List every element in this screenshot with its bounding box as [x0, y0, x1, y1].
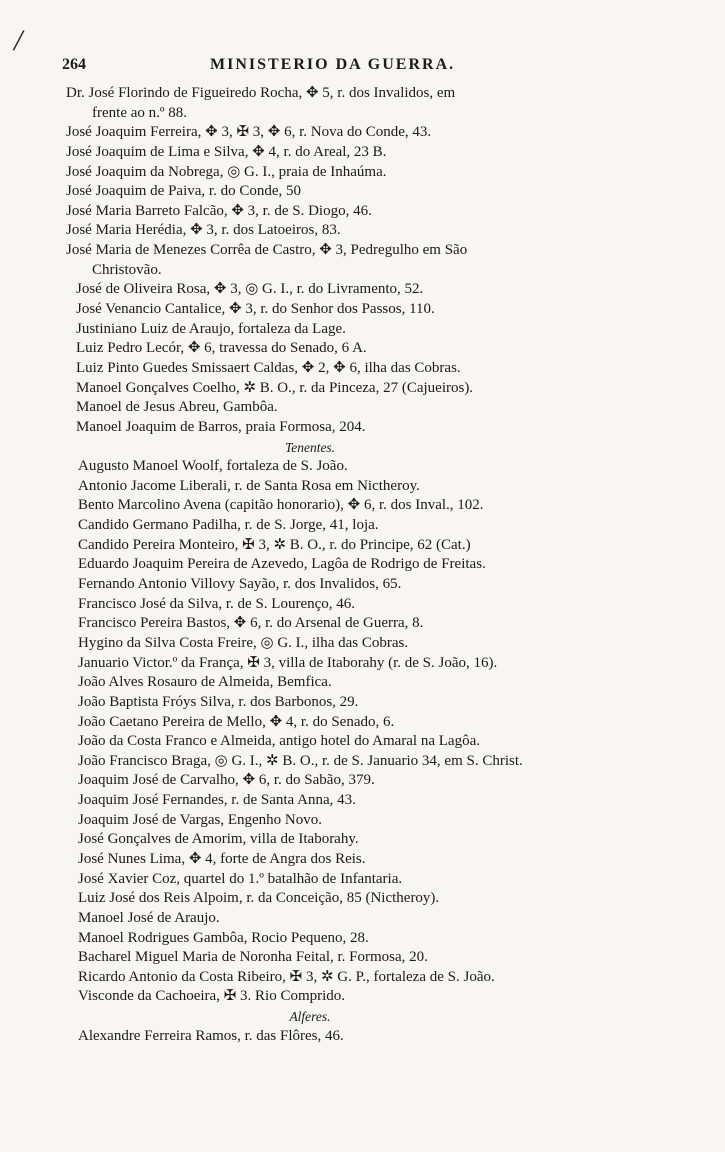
page-number: 264	[62, 56, 86, 73]
entry-line: Januario Victor.º da França, ✠ 3, villa de Itaborahy (r. de S. João, 16).	[78, 654, 498, 671]
entry-line: José Joaquim Ferreira, ✥ 3, ✠ 3, ✥ 6, r. Nova do Conde, 43.	[66, 124, 432, 141]
entry-line: Joaquim José de Vargas, Engenho Novo.	[78, 811, 322, 828]
entry-line: Candido Pereira Monteiro, ✠ 3, ✲ B. O., r. do Principe, 62 (Cat.)	[78, 536, 471, 553]
entry-line: João Alves Rosauro de Almeida, Bemfica.	[78, 674, 332, 691]
entry-line: Manoel José de Araujo.	[78, 909, 220, 926]
entry-line: José Venancio Cantalice, ✥ 3, r. do Senhor dos Passos, 110.	[76, 301, 435, 318]
entry-line: Candido Germano Padilha, r. de S. Jorge, 41, loja.	[78, 517, 379, 534]
entry-line: Hygino da Silva Costa Freire, ◎ G. I., ilha das Cobras.	[78, 634, 409, 651]
entry-line: Bento Marcolino Avena (capitão honorario), ✥ 6, r. dos Inval., 102.	[78, 497, 484, 514]
entry-list	[0, 84, 725, 1046]
entry-line: Justiniano Luiz de Araujo, fortaleza da Lage.	[76, 320, 346, 337]
entry-line: Bacharel Miguel Maria de Noronha Feital, r. Formosa, 20.	[78, 949, 428, 966]
entry-line: João da Costa Franco e Almeida, antigo hotel do Amaral na Lagôa.	[78, 733, 480, 750]
entry-line: José Maria Herédia, ✥ 3, r. dos Latoeiros, 83.	[66, 222, 341, 239]
entry-line: Visconde da Cachoeira, ✠ 3. Rio Comprido.	[78, 988, 346, 1005]
section-heading-alferes: Alferes.	[289, 1009, 331, 1025]
entry-line: Ricardo Antonio da Costa Ribeiro, ✠ 3, ✲ G. P., fortaleza de S. João.	[78, 968, 495, 985]
entry-line: Luiz José dos Reis Alpoim, r. da Conceição, 85 (Nictheroy).	[78, 890, 440, 907]
entry-line: Antonio Jacome Liberali, r. de Santa Rosa em Nictheroy.	[78, 477, 420, 494]
margin-mark: /	[14, 24, 23, 57]
entry-line: José de Oliveira Rosa, ✥ 3, ◎ G. I., r. do Livramento, 52.	[76, 281, 424, 298]
entry-continuation: Christovão.	[92, 261, 162, 278]
entry-line: Manoel Gonçalves Coelho, ✲ B. O., r. da Pinceza, 27 (Cajueiros).	[76, 379, 474, 396]
entry-line: José Maria Barreto Falcão, ✥ 3, r. de S. Diogo, 46.	[66, 202, 372, 219]
entry-line: José Joaquim da Nobrega, ◎ G. I., praia de Inhaúma.	[66, 163, 387, 180]
section-heading-tenentes: Tenentes.	[284, 439, 336, 455]
entry-line: Fernando Antonio Villovy Sayão, r. dos Invalidos, 65.	[78, 576, 402, 593]
entry-line: José Nunes Lima, ✥ 4, forte de Angra dos Reis.	[78, 850, 366, 867]
page-title: MINISTERIO DA GUERRA.	[210, 56, 456, 73]
entry-line: Luiz Pedro Lecór, ✥ 6, travessa do Senado, 6 A.	[76, 340, 367, 357]
entry-line: Augusto Manoel Woolf, fortaleza de S. João.	[78, 458, 348, 475]
entry-line: Alexandre Ferreira Ramos, r. das Flôres, 46.	[78, 1027, 344, 1044]
entry-line: José Maria de Menezes Corrêa de Castro, ✥ 3, Pedregulho em São	[66, 242, 468, 259]
entry-line: Manoel Joaquim de Barros, praia Formosa, 204.	[76, 418, 366, 435]
entry-line: Manoel Rodrigues Gambôa, Rocio Pequeno, 28.	[78, 929, 369, 946]
entry-line: Eduardo Joaquim Pereira de Azevedo, Lagôa de Rodrigo de Freitas.	[78, 556, 486, 573]
page-header	[62, 56, 662, 82]
entry-line: Francisco José da Silva, r. de S. Lourenço, 46.	[78, 595, 356, 612]
entry-line: Dr. José Florindo de Figueiredo Rocha, ✥ 5, r. dos Invalidos, em	[66, 85, 456, 101]
entry-line: José Gonçalves de Amorim, villa de Itaborahy.	[78, 831, 359, 848]
entry-continuation: frente ao n.º 88.	[92, 104, 188, 121]
entry-line: Joaquim José de Carvalho, ✥ 6, r. do Sabão, 379.	[78, 772, 375, 789]
entry-line: José Joaquim de Paiva, r. do Conde, 50	[66, 183, 301, 200]
entry-line: José Joaquim de Lima e Silva, ✥ 4, r. do Areal, 23 B.	[66, 143, 387, 160]
entry-line: Joaquim José Fernandes, r. de Santa Anna, 43.	[78, 792, 356, 809]
entry-line: João Francisco Braga, ◎ G. I., ✲ B. O., r. de S. Januario 34, em S. Christ.	[78, 752, 523, 769]
entry-line: José Xavier Coz, quartel do 1.º batalhão de Infantaria.	[78, 870, 403, 887]
entry-line: Francisco Pereira Bastos, ✥ 6, r. do Arsenal de Guerra, 8.	[78, 615, 424, 632]
entry-line: Luiz Pinto Guedes Smissaert Caldas, ✥ 2, ✥ 6, ilha das Cobras.	[76, 359, 461, 376]
entry-line: João Baptista Fróys Silva, r. dos Barbonos, 29.	[78, 693, 359, 710]
entry-line: João Caetano Pereira de Mello, ✥ 4, r. do Senado, 6.	[78, 713, 395, 730]
entry-line: Manoel de Jesus Abreu, Gambôa.	[76, 399, 278, 416]
